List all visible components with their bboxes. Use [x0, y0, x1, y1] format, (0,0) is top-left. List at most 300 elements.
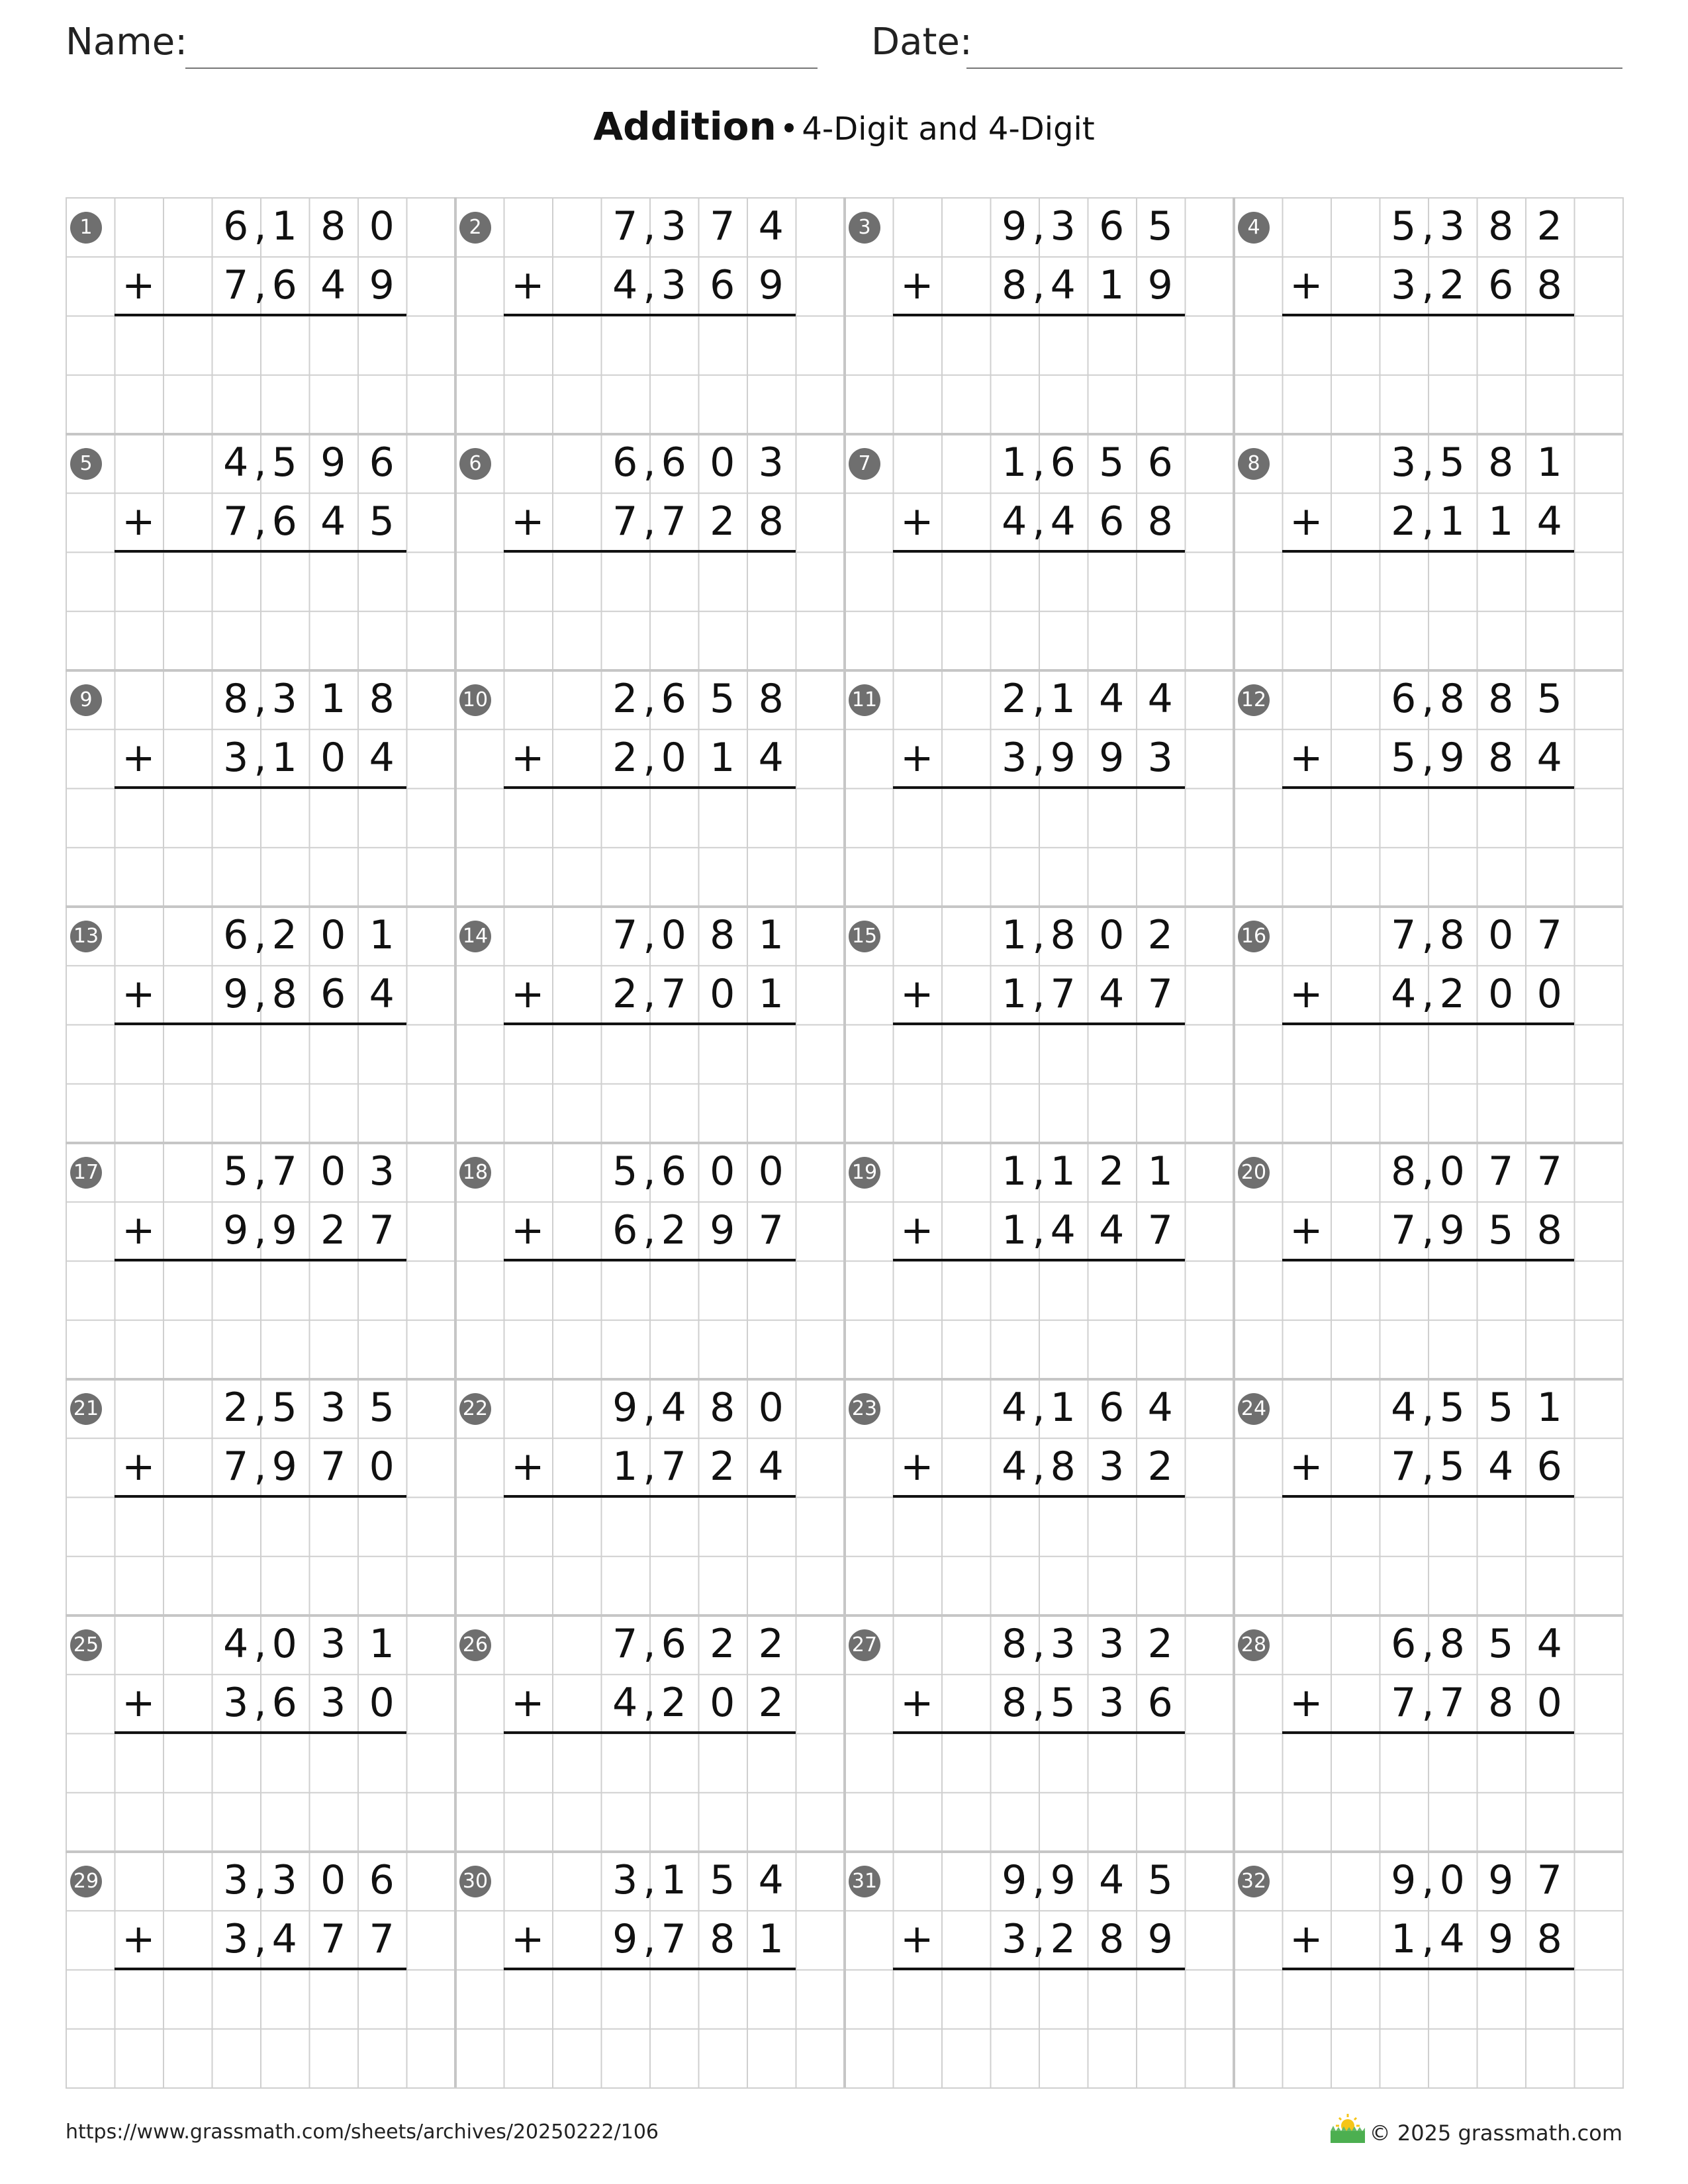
digit: 2 — [1050, 1916, 1076, 1963]
addend-bottom — [1282, 492, 1574, 551]
digit: 6 — [271, 262, 297, 309]
answer-area[interactable] — [115, 1733, 406, 1792]
digit: 4 — [1002, 498, 1027, 545]
digit: 5 — [1536, 676, 1562, 722]
addend-top — [504, 1615, 796, 1674]
thousands-comma: , — [1032, 1621, 1045, 1667]
answer-area[interactable] — [504, 1733, 796, 1792]
digit: 0 — [710, 971, 735, 1018]
answer-area[interactable] — [115, 1497, 406, 1556]
thousands-comma: , — [1032, 1443, 1045, 1490]
digit: 0 — [1099, 912, 1125, 958]
digit: 4 — [612, 1680, 638, 1727]
plus-sign: + — [1289, 1680, 1323, 1727]
addend-top — [115, 1615, 406, 1674]
problem — [66, 433, 455, 670]
problem — [1233, 433, 1622, 670]
digit: 7 — [369, 1207, 395, 1254]
addend-top — [1282, 1142, 1574, 1201]
thousands-comma: , — [1421, 262, 1434, 309]
digit: 6 — [1391, 1621, 1417, 1667]
problem — [455, 1379, 844, 1615]
digit: 5 — [1099, 439, 1125, 486]
digit: 4 — [1147, 676, 1173, 722]
digit: 1 — [1391, 1916, 1417, 1963]
addend-bottom — [1282, 256, 1574, 315]
addend-top — [1282, 670, 1574, 729]
digit: 6 — [369, 439, 395, 486]
problem — [1233, 1142, 1622, 1379]
digit: 0 — [320, 735, 346, 782]
thousands-comma: , — [1032, 1857, 1045, 1903]
thousands-comma: , — [1421, 1621, 1434, 1667]
answer-area[interactable] — [1282, 1497, 1574, 1556]
digit: 4 — [1536, 735, 1562, 782]
digit: 3 — [223, 735, 249, 782]
answer-area[interactable] — [115, 316, 406, 375]
digit: 7 — [1050, 971, 1076, 1018]
plus-sign: + — [900, 735, 934, 782]
digit: 1 — [612, 1443, 638, 1490]
thousands-comma: , — [1421, 735, 1434, 782]
digit: 4 — [612, 262, 638, 309]
digit: 6 — [1536, 1443, 1562, 1490]
digit: 3 — [223, 1680, 249, 1727]
thousands-comma: , — [643, 1148, 656, 1195]
digit: 4 — [223, 1621, 249, 1667]
digit: 9 — [223, 1207, 249, 1254]
addend-top — [893, 1851, 1185, 1910]
digit: 7 — [661, 1916, 686, 1963]
digit: 2 — [1391, 498, 1417, 545]
answer-area[interactable] — [893, 1261, 1185, 1320]
digit: 9 — [612, 1916, 638, 1963]
problem-number-badge: 9 — [70, 684, 102, 716]
answer-area[interactable] — [1282, 1261, 1574, 1320]
digit: 1 — [1439, 498, 1465, 545]
answer-area[interactable] — [1282, 1970, 1574, 2028]
addend-top — [1282, 1851, 1574, 1910]
digit: 9 — [369, 262, 395, 309]
title-bullet: • — [779, 111, 799, 148]
thousands-comma: , — [643, 262, 656, 309]
digit: 9 — [1050, 1857, 1076, 1903]
digit: 4 — [1536, 1621, 1562, 1667]
digit: 7 — [661, 498, 686, 545]
thousands-comma: , — [1032, 1916, 1045, 1963]
digit: 0 — [369, 203, 395, 250]
digit: 0 — [661, 735, 686, 782]
answer-area[interactable] — [115, 1024, 406, 1083]
digit: 8 — [1439, 1621, 1465, 1667]
thousands-comma: , — [254, 1148, 267, 1195]
digit: 6 — [710, 262, 735, 309]
digit: 8 — [1488, 1680, 1514, 1727]
digit: 3 — [661, 203, 686, 250]
digit: 1 — [1002, 971, 1027, 1018]
problem-number-badge: 32 — [1238, 1866, 1270, 1897]
answer-area[interactable] — [1282, 1024, 1574, 1083]
plus-sign: + — [122, 971, 156, 1018]
thousands-comma: , — [643, 735, 656, 782]
addend-bottom — [1282, 729, 1574, 788]
thousands-comma: , — [1421, 1385, 1434, 1431]
worksheet-title — [0, 104, 1688, 149]
thousands-comma: , — [254, 439, 267, 486]
problem-number-badge: 16 — [1238, 921, 1270, 952]
addend-bottom — [504, 729, 796, 788]
digit: 1 — [1050, 676, 1076, 722]
addend-bottom — [1282, 1910, 1574, 1969]
digit: 1 — [1002, 439, 1027, 486]
thousands-comma: , — [254, 912, 267, 958]
addend-bottom — [504, 965, 796, 1024]
addend-top — [893, 1379, 1185, 1437]
answer-area[interactable] — [893, 1497, 1185, 1556]
digit: 7 — [1391, 1443, 1417, 1490]
plus-sign: + — [122, 262, 156, 309]
addend-top — [504, 1379, 796, 1437]
addend-bottom — [115, 1674, 406, 1733]
plus-sign: + — [122, 1443, 156, 1490]
problem-number-badge: 20 — [1238, 1157, 1270, 1189]
digit: 6 — [1488, 262, 1514, 309]
problem — [844, 1615, 1233, 1851]
plus-sign: + — [511, 1680, 545, 1727]
addend-top — [504, 433, 796, 492]
addend-top — [504, 1142, 796, 1201]
title-main: Addition — [593, 104, 776, 149]
digit: 2 — [223, 1385, 249, 1431]
digit: 8 — [1488, 735, 1514, 782]
thousands-comma: , — [643, 1680, 656, 1727]
digit: 5 — [1439, 1443, 1465, 1490]
answer-area[interactable] — [1282, 1733, 1574, 1792]
thousands-comma: , — [1032, 1680, 1045, 1727]
digit: 7 — [223, 262, 249, 309]
addend-bottom — [115, 256, 406, 315]
addend-bottom — [1282, 1201, 1574, 1260]
problem-number-badge: 4 — [1238, 212, 1270, 244]
digit: 0 — [758, 1148, 784, 1195]
digit: 2 — [661, 1207, 686, 1254]
digit: 6 — [1147, 439, 1173, 486]
digit: 4 — [1391, 971, 1417, 1018]
digit: 9 — [271, 1443, 297, 1490]
digit: 3 — [1002, 1916, 1027, 1963]
problem — [844, 1379, 1233, 1615]
thousands-comma: , — [1421, 1443, 1434, 1490]
digit: 4 — [661, 1385, 686, 1431]
answer-area[interactable] — [504, 1261, 796, 1320]
digit: 4 — [1536, 498, 1562, 545]
digit: 2 — [661, 1680, 686, 1727]
digit: 4 — [1002, 1443, 1027, 1490]
digit: 8 — [1391, 1148, 1417, 1195]
digit: 9 — [1488, 1916, 1514, 1963]
problem-number-badge: 1 — [70, 212, 102, 244]
answer-area[interactable] — [893, 1024, 1185, 1083]
answer-area[interactable] — [504, 788, 796, 847]
answer-area[interactable] — [893, 552, 1185, 611]
digit: 0 — [320, 912, 346, 958]
digit: 7 — [1147, 1207, 1173, 1254]
digit: 2 — [1147, 1443, 1173, 1490]
addend-bottom — [115, 1437, 406, 1496]
addend-bottom — [1282, 1437, 1574, 1496]
thousands-comma: , — [1032, 262, 1045, 309]
name-label: Name: — [66, 21, 188, 64]
problem — [66, 670, 455, 906]
digit: 1 — [1536, 439, 1562, 486]
digit: 0 — [1488, 971, 1514, 1018]
plus-sign: + — [511, 971, 545, 1018]
addend-top — [115, 197, 406, 256]
answer-area[interactable] — [504, 316, 796, 375]
digit: 2 — [1147, 912, 1173, 958]
digit: 7 — [1536, 1148, 1562, 1195]
digit: 2 — [1439, 262, 1465, 309]
addend-bottom — [893, 1910, 1185, 1969]
addend-bottom — [504, 1910, 796, 1969]
digit: 1 — [1099, 262, 1125, 309]
digit: 4 — [1050, 498, 1076, 545]
problem-number-badge: 31 — [849, 1866, 880, 1897]
digit: 7 — [320, 1916, 346, 1963]
digit: 6 — [661, 439, 686, 486]
digit: 8 — [1002, 1621, 1027, 1667]
digit: 2 — [758, 1621, 784, 1667]
digit: 4 — [1439, 1916, 1465, 1963]
problem — [66, 906, 455, 1142]
addend-top — [1282, 197, 1574, 256]
digit: 7 — [320, 1443, 346, 1490]
answer-area[interactable] — [504, 1497, 796, 1556]
digit: 3 — [1050, 1621, 1076, 1667]
digit: 2 — [1002, 676, 1027, 722]
thousands-comma: , — [1421, 1148, 1434, 1195]
answer-area[interactable] — [1282, 552, 1574, 611]
digit: 1 — [369, 1621, 395, 1667]
digit: 9 — [1488, 1857, 1514, 1903]
digit: 9 — [1099, 735, 1125, 782]
thousands-comma: , — [254, 1680, 267, 1727]
digit: 4 — [223, 439, 249, 486]
thousands-comma: , — [254, 971, 267, 1018]
digit: 6 — [271, 1680, 297, 1727]
digit: 8 — [758, 498, 784, 545]
addend-top — [893, 1615, 1185, 1674]
digit: 0 — [758, 1385, 784, 1431]
footer-url: https://www.grassmath.com/sheets/archives/20250222/106 — [66, 2120, 659, 2144]
digit: 4 — [1147, 1385, 1173, 1431]
digit: 3 — [1099, 1680, 1125, 1727]
thousands-comma: , — [1032, 1385, 1045, 1431]
digit: 9 — [1002, 1857, 1027, 1903]
addend-top — [1282, 1615, 1574, 1674]
digit: 9 — [223, 971, 249, 1018]
addend-bottom — [893, 1674, 1185, 1733]
digit: 8 — [1002, 262, 1027, 309]
digit: 0 — [369, 1443, 395, 1490]
plus-sign: + — [1289, 262, 1323, 309]
thousands-comma: , — [1032, 1148, 1045, 1195]
digit: 6 — [1147, 1680, 1173, 1727]
digit: 3 — [1099, 1443, 1125, 1490]
answer-area[interactable] — [1282, 788, 1574, 847]
thousands-comma: , — [1421, 1680, 1434, 1727]
digit: 2 — [710, 1443, 735, 1490]
digit: 4 — [1099, 1857, 1125, 1903]
digit: 1 — [758, 971, 784, 1018]
problem-number-badge: 17 — [70, 1157, 102, 1189]
thousands-comma: , — [1032, 439, 1045, 486]
date-line[interactable] — [966, 68, 1622, 69]
digit: 5 — [710, 1857, 735, 1903]
digit: 6 — [661, 676, 686, 722]
answer-area[interactable] — [893, 316, 1185, 375]
thousands-comma: , — [1421, 1857, 1434, 1903]
digit: 8 — [1536, 1916, 1562, 1963]
digit: 2 — [1099, 1148, 1125, 1195]
digit: 8 — [320, 203, 346, 250]
digit: 2 — [710, 1621, 735, 1667]
addend-top — [115, 1851, 406, 1910]
thousands-comma: , — [1421, 1916, 1434, 1963]
plus-sign: + — [900, 1680, 934, 1727]
digit: 1 — [1147, 1148, 1173, 1195]
digit: 2 — [758, 1680, 784, 1727]
addend-bottom — [893, 256, 1185, 315]
digit: 9 — [710, 1207, 735, 1254]
digit: 8 — [710, 912, 735, 958]
digit: 2 — [271, 912, 297, 958]
digit: 3 — [1050, 203, 1076, 250]
digit: 8 — [1488, 203, 1514, 250]
problem — [455, 1142, 844, 1379]
thousands-comma: , — [643, 1385, 656, 1431]
digit: 9 — [1439, 1207, 1465, 1254]
digit: 7 — [661, 971, 686, 1018]
thousands-comma: , — [254, 1443, 267, 1490]
digit: 4 — [758, 735, 784, 782]
digit: 2 — [1147, 1621, 1173, 1667]
digit: 3 — [661, 262, 686, 309]
digit: 2 — [1439, 971, 1465, 1018]
digit: 7 — [710, 203, 735, 250]
digit: 0 — [271, 1621, 297, 1667]
addend-top — [1282, 1379, 1574, 1437]
problem — [66, 197, 455, 433]
plus-sign: + — [122, 735, 156, 782]
name-line[interactable] — [185, 68, 818, 69]
thousands-comma: , — [1032, 203, 1045, 250]
problem-number-badge: 8 — [1238, 448, 1270, 480]
addend-top — [893, 433, 1185, 492]
digit: 9 — [1002, 203, 1027, 250]
thousands-comma: , — [1032, 498, 1045, 545]
digit: 3 — [369, 1148, 395, 1195]
answer-area[interactable] — [115, 1970, 406, 2028]
digit: 3 — [320, 1385, 346, 1431]
digit: 4 — [1099, 971, 1125, 1018]
digit: 5 — [223, 1148, 249, 1195]
answer-area[interactable] — [115, 552, 406, 611]
addend-bottom — [115, 729, 406, 788]
digit: 3 — [612, 1857, 638, 1903]
answer-area[interactable] — [504, 1024, 796, 1083]
thousands-comma: , — [1421, 912, 1434, 958]
answer-area[interactable] — [115, 1261, 406, 1320]
plus-sign: + — [900, 498, 934, 545]
plus-sign: + — [122, 1916, 156, 1963]
addend-top — [115, 670, 406, 729]
thousands-comma: , — [254, 676, 267, 722]
addend-bottom — [115, 1201, 406, 1260]
addend-top — [893, 1142, 1185, 1201]
digit: 4 — [1002, 1385, 1027, 1431]
digit: 0 — [1536, 971, 1562, 1018]
digit: 3 — [1391, 262, 1417, 309]
problem — [844, 197, 1233, 433]
digit: 2 — [320, 1207, 346, 1254]
problem-number-badge: 30 — [459, 1866, 491, 1897]
digit: 4 — [1050, 262, 1076, 309]
thousands-comma: , — [643, 676, 656, 722]
digit: 4 — [1488, 1443, 1514, 1490]
digit: 3 — [271, 1857, 297, 1903]
title-sub: 4-Digit and 4-Digit — [802, 111, 1095, 148]
digit: 8 — [710, 1916, 735, 1963]
digit: 7 — [661, 1443, 686, 1490]
thousands-comma: , — [1421, 1207, 1434, 1254]
problem — [455, 1615, 844, 1851]
problem — [844, 1851, 1233, 2087]
answer-area[interactable] — [893, 1733, 1185, 1792]
digit: 1 — [758, 1916, 784, 1963]
digit: 0 — [710, 1148, 735, 1195]
digit: 7 — [758, 1207, 784, 1254]
answer-area[interactable] — [504, 552, 796, 611]
digit: 9 — [1050, 735, 1076, 782]
digit: 6 — [1099, 498, 1125, 545]
answer-area[interactable] — [115, 788, 406, 847]
thousands-comma: , — [1032, 912, 1045, 958]
problem — [66, 1615, 455, 1851]
problem — [455, 433, 844, 670]
addend-bottom — [504, 256, 796, 315]
answer-area[interactable] — [504, 1970, 796, 2028]
digit: 7 — [1439, 1680, 1465, 1727]
digit: 9 — [758, 262, 784, 309]
problem — [66, 1851, 455, 2087]
digit: 3 — [320, 1621, 346, 1667]
problem-number-badge: 5 — [70, 448, 102, 480]
answer-area[interactable] — [893, 1970, 1185, 2028]
digit: 3 — [1099, 1621, 1125, 1667]
digit: 2 — [710, 498, 735, 545]
problem — [66, 1379, 455, 1615]
digit: 9 — [612, 1385, 638, 1431]
answer-area[interactable] — [893, 788, 1185, 847]
answer-area[interactable] — [1282, 316, 1574, 375]
thousands-comma: , — [1421, 203, 1434, 250]
digit: 0 — [661, 912, 686, 958]
digit: 7 — [223, 498, 249, 545]
addend-top — [504, 670, 796, 729]
digit: 5 — [271, 1385, 297, 1431]
thousands-comma: , — [1421, 971, 1434, 1018]
